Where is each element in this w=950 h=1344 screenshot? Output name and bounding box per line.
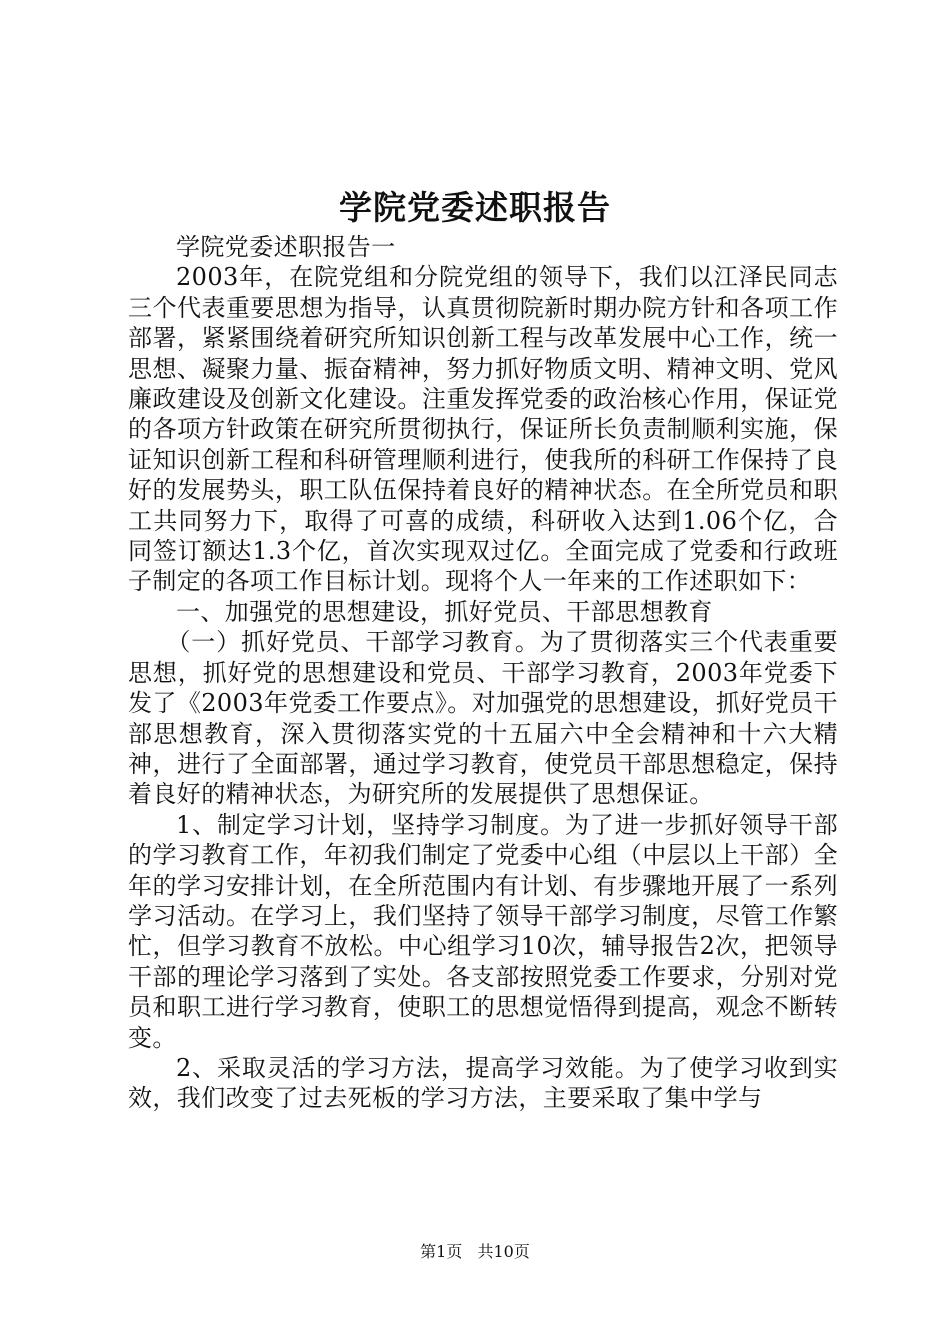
- page-total: 共10页: [477, 1242, 530, 1261]
- paragraph: 2、采取灵活的学习方法，提高学习效能。为了使学习收到实效，我们改变了过去死板的学习方法，主要采取了集中学与: [128, 1053, 838, 1113]
- document-body: [128, 232, 838, 1114]
- paragraph: 1、制定学习计划，坚持学习制度。为了进一步抓好领导干部的学习教育工作，年初我们制定了党委中心组（中层以上干部）全年的学习安排计划，在全所范围内有计划、有步骤地开展了一系列学习活动。在学习上，我们坚持了领导干部学习制度，尽管工作繁忙，但学习教育不放松。中心组学习10次，辅导报告2次，把领导干部的理论学习落到了实处。各支部按照党委工作要求，分别对党员和职工进行学习教育，使职工的思想觉悟得到提高，观念不断转变。: [128, 810, 838, 1052]
- paragraph: 2003年，在院党组和分院党组的领导下，我们以江泽民同志三个代表重要思想为指导，认真贯彻院新时期办院方针和各项工作部署，紧紧围绕着研究所知识创新工程与改革发展中心工作，统一思想、凝聚力量、振奋精神，努力抓好物质文明、精神文明、党风廉政建设及创新文化建设。注重发挥党委的政治核心作用，保证党的各项方针政策在研究所贯彻执行，保证所长负责制顺利实施，保证知识创新工程和科研管理顺利进行，使我所的科研工作保持了良好的发展势头，职工队伍保持着良好的精神状态。在全所党员和职工共同努力下，取得了可喜的成绩，科研收入达到1.06个亿，合同签订额达1.3个亿，首次实现双过亿。全面完成了党委和行政班子制定的各项工作目标计划。现将个人一年来的工作述职如下：: [128, 263, 838, 596]
- page-number: 第1页: [420, 1242, 463, 1261]
- section-heading: 一、加强党的思想建设，抓好党员、干部思想教育: [176, 597, 713, 626]
- page-footer: [0, 1240, 950, 1264]
- section-heading: 学院党委述职报告一: [176, 233, 396, 261]
- paragraph: （一）抓好党员、干部学习教育。为了贯彻落实三个代表重要思想，抓好党的思想建设和党员、干部学习教育，2003年党委下发了《2003年党委工作要点》。对加强党的思想建设，抓好党员干部思想教育，深入贯彻落实党的十五届六中全会精神和十六大精神，进行了全面部署，通过学习教育，使党员干部思想稳定，保持着良好的精神状态，为研究所的发展提供了思想保证。: [128, 628, 838, 809]
- document-title: 学院党委述职报告: [339, 188, 611, 227]
